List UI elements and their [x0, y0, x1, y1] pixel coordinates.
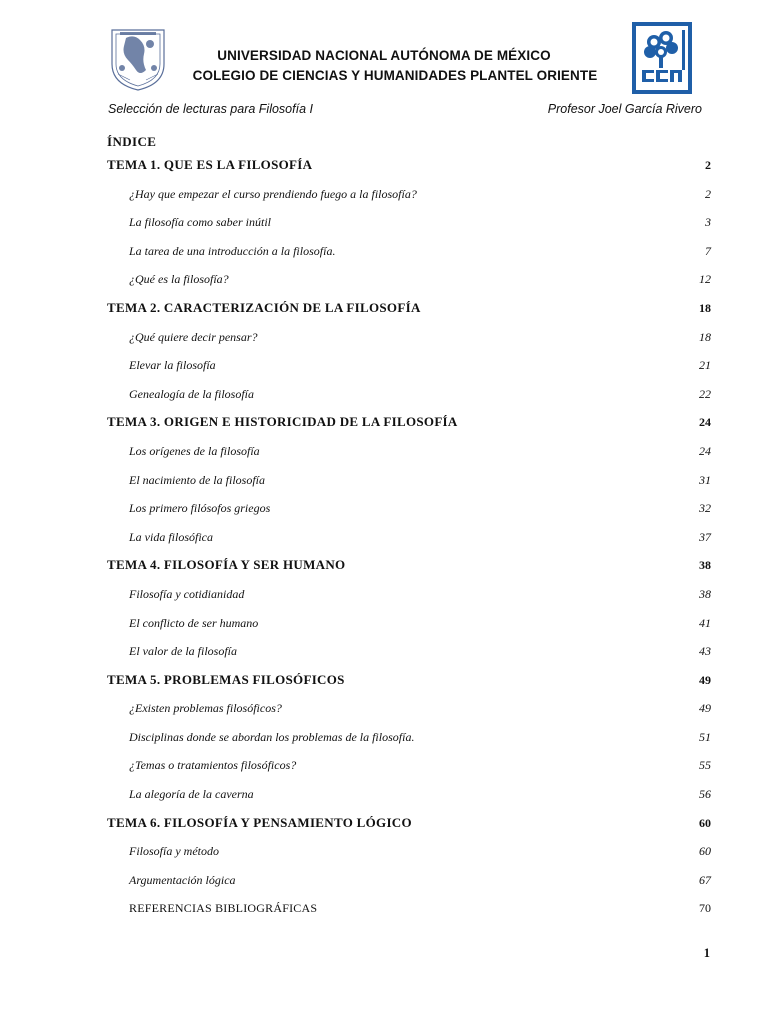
toc-reading-row	[107, 837, 711, 866]
toc-entry-title: ¿Existen problemas filosóficos?	[129, 701, 282, 716]
toc-entry-title: TEMA 5. PROBLEMAS FILOSÓFICOS	[107, 671, 345, 687]
institution-name: UNIVERSIDAD NACIONAL AUTÓNOMA DE MÉXICO	[217, 48, 551, 63]
toc-entry-title: Elevar la filosofía	[129, 358, 216, 373]
toc-entry-title: Argumentación lógica	[129, 872, 236, 887]
toc-entry-title: La alegoría de la caverna	[129, 787, 254, 802]
toc-entry-page: 55	[699, 758, 711, 773]
toc-entry-title: ¿Qué quiere decir pensar?	[129, 329, 258, 344]
toc-topic-row	[107, 151, 711, 180]
toc-entry-title: Genealogía de la filosofía	[129, 386, 254, 401]
toc-entry-title: Disciplinas donde se abordan los problemas de la filosofía.	[129, 729, 415, 744]
toc-entry-title: El nacimiento de la filosofía	[129, 472, 265, 487]
toc-reading-row	[107, 494, 711, 523]
toc-entry-page: 37	[699, 529, 711, 544]
toc-reading-row	[107, 866, 711, 895]
toc-reading-row	[107, 380, 711, 409]
toc-entry-page: 2	[705, 158, 711, 172]
toc-entry-page: 7	[705, 243, 711, 258]
toc-entry-page: 56	[699, 787, 711, 802]
toc-references-row	[107, 894, 711, 923]
toc-entry-page: 70	[699, 901, 711, 916]
cch-tree-icon	[632, 22, 692, 94]
toc-topic-row	[107, 666, 711, 695]
toc-entry-page: 31	[699, 472, 711, 487]
toc-entry-title: TEMA 1. QUE ES LA FILOSOFÍA	[107, 157, 313, 172]
toc-topic-row	[107, 408, 711, 437]
toc-reading-row	[107, 466, 711, 495]
document-subtitle: Selección de lecturas para Filosofía I	[108, 102, 313, 116]
toc-entry-title: ¿Temas o tratamientos filosóficos?	[129, 758, 297, 773]
toc-reading-row	[107, 723, 711, 752]
toc-entry-page: 18	[699, 300, 711, 315]
toc-reading-row	[107, 351, 711, 380]
toc-entry-page: 43	[699, 644, 711, 659]
toc-entry-page: 3	[705, 215, 711, 230]
toc-entry-page: 18	[699, 329, 711, 344]
toc-reading-row	[107, 580, 711, 609]
toc-entry-page: 22	[699, 386, 711, 401]
toc-entry-page: 32	[699, 501, 711, 516]
toc-entry-page: 24	[699, 443, 711, 458]
toc-entry-page: 60	[699, 815, 711, 830]
toc-reading-row	[107, 609, 711, 638]
toc-reading-row	[107, 180, 711, 209]
toc-reading-row	[107, 208, 711, 237]
toc-reading-row	[107, 265, 711, 294]
toc-entry-title: La tarea de una introducción a la filosofía.	[129, 243, 336, 258]
toc-topic-row	[107, 551, 711, 580]
toc-entry-page: 60	[699, 844, 711, 859]
toc-reading-row	[107, 437, 711, 466]
toc-topic-row	[107, 294, 711, 323]
toc-entry-title: TEMA 4. FILOSOFÍA Y SER HUMANO	[107, 557, 346, 573]
toc-entry-page: 21	[699, 358, 711, 373]
toc-entry-page: 38	[699, 586, 711, 601]
index-heading: ÍNDICE	[107, 134, 157, 149]
toc-entry-page: 24	[699, 415, 711, 430]
page-number: 1	[703, 946, 710, 960]
toc-entry-title: ¿Hay que empezar el curso prendiendo fuego a la filosofía?	[129, 186, 417, 201]
toc-entry-title: ¿Qué es la filosofía?	[129, 272, 229, 287]
toc-entry-title: TEMA 3. ORIGEN E HISTORICIDAD DE LA FILOSOFÍA	[107, 414, 458, 430]
toc-entry-title: Los primero filósofos griegos	[129, 501, 271, 516]
toc-entry-title: Filosofía y cotidianidad	[129, 586, 245, 601]
toc-entry-page: 49	[699, 672, 711, 687]
toc-entry-title: Los orígenes de la filosofía	[129, 443, 260, 458]
toc-entry-title: TEMA 2. CARACTERIZACIÓN DE LA FILOSOFÍA	[107, 299, 421, 315]
toc-reading-row	[107, 751, 711, 780]
toc-entry-title: Filosofía y método	[129, 844, 219, 859]
toc-reading-row	[107, 694, 711, 723]
toc-entry-title: REFERENCIAS BIBLIOGRÁFICAS	[129, 901, 318, 916]
toc-entry-page: 49	[699, 701, 711, 716]
toc-entry-title: La filosofía como saber inútil	[129, 215, 272, 230]
table-of-contents	[107, 151, 711, 923]
author-name: Profesor Joel García Rivero	[547, 102, 702, 116]
toc-reading-row	[107, 323, 711, 352]
toc-entry-title: El valor de la filosofía	[129, 644, 237, 659]
toc-entry-page: 51	[699, 729, 711, 744]
toc-entry-title: TEMA 6. FILOSOFÍA Y PENSAMIENTO LÓGICO	[107, 814, 412, 830]
college-name: COLEGIO DE CIENCIAS Y HUMANIDADES PLANTEL ORIENTE	[192, 68, 598, 83]
toc-entry-page: 2	[705, 186, 711, 201]
toc-reading-row	[107, 523, 711, 552]
toc-reading-row	[107, 637, 711, 666]
toc-reading-row	[107, 780, 711, 809]
toc-entry-page: 38	[699, 558, 711, 573]
toc-reading-row	[107, 237, 711, 266]
toc-topic-row	[107, 809, 711, 838]
toc-entry-page: 67	[699, 872, 711, 887]
toc-entry-title: El conflicto de ser humano	[129, 615, 259, 630]
toc-entry-page: 12	[699, 272, 711, 287]
toc-entry-page: 41	[699, 615, 711, 630]
toc-entry-title: La vida filosófica	[129, 529, 213, 544]
